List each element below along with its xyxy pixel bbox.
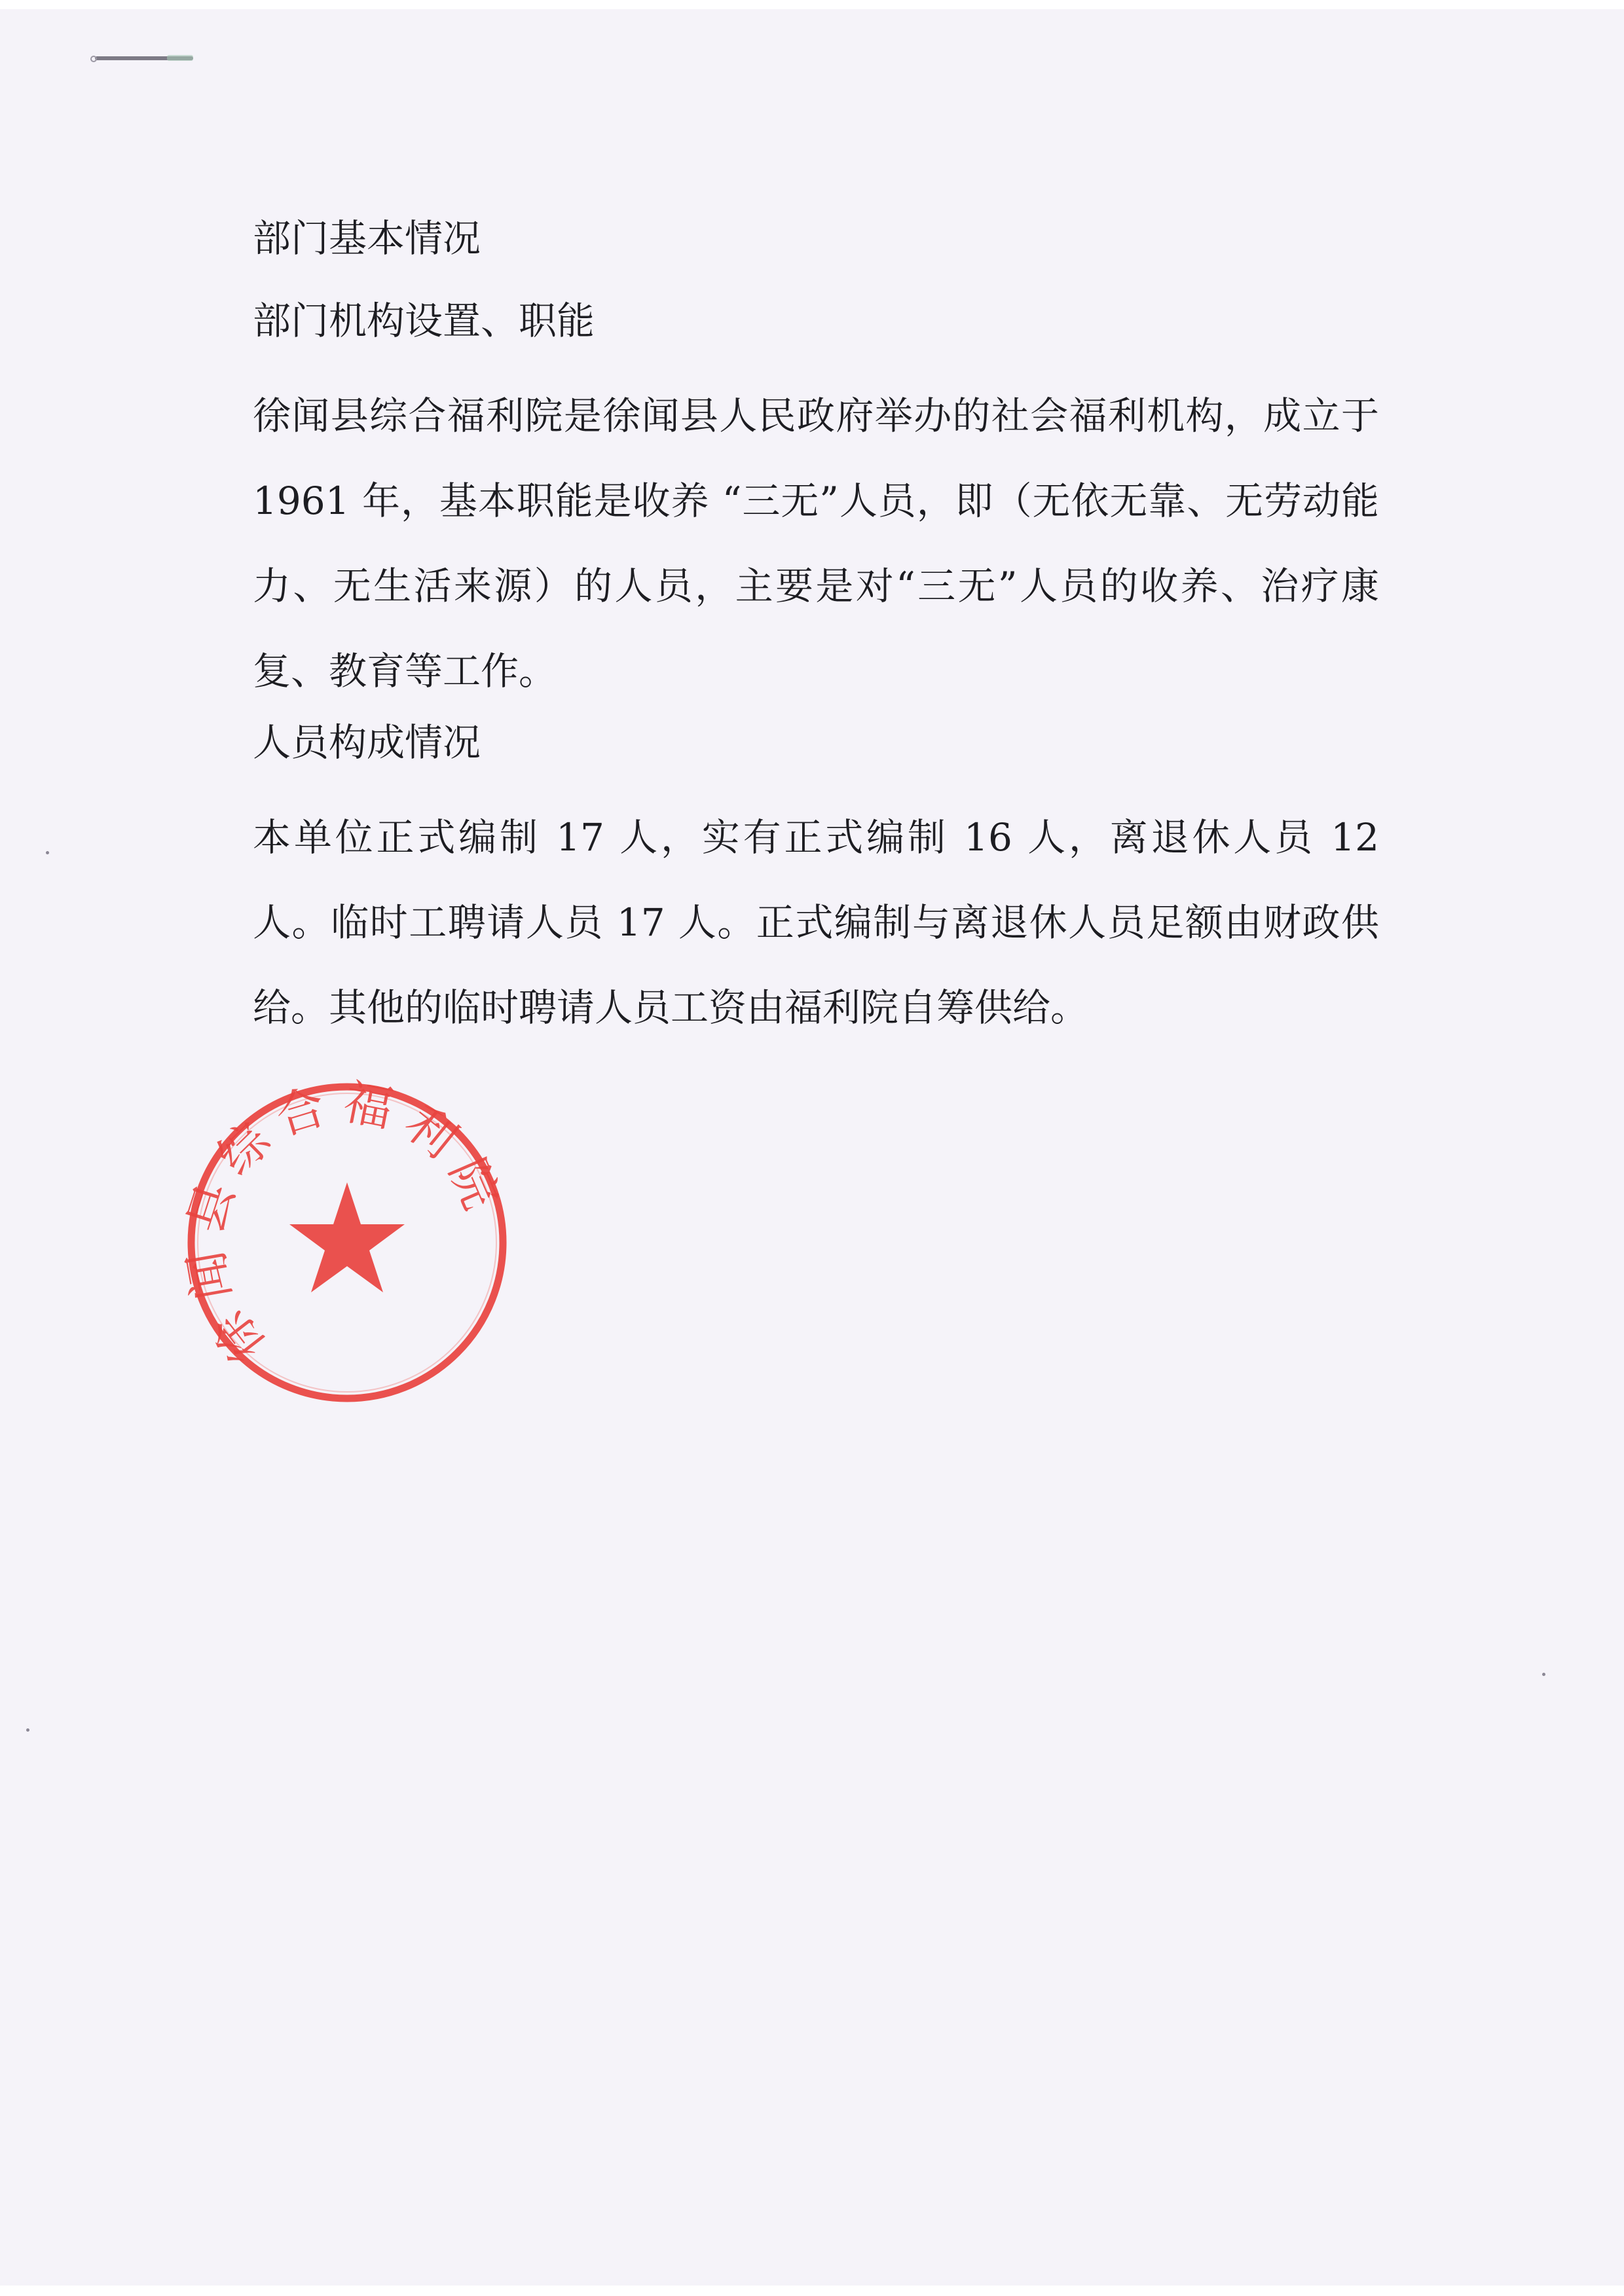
- seal-stamp-icon: [177, 1072, 517, 1413]
- scan-edge-top: [0, 0, 1624, 9]
- scan-speck: [1542, 1673, 1545, 1676]
- staple-mark: [88, 54, 200, 63]
- paragraph-staff: 本单位正式编制 17 人，实有正式编制 16 人，离退休人员 12 人。临时工聘请人员 17 人。正式编制与离退休人员足额由财政供给。其他的临时聘请人员工资由福利院自筹供给。: [253, 815, 1379, 1030]
- scan-speck: [46, 851, 49, 854]
- document-body: [253, 208, 1379, 1050]
- scan-edge-bottom: [0, 2286, 1624, 2296]
- heading-staff-composition: 人员构成情况: [253, 720, 481, 765]
- scan-speck: [26, 1728, 29, 1732]
- heading-department-basic: 部门基本情况: [253, 216, 481, 261]
- seal-text: 徐闻县综合福利院: [177, 1074, 514, 1373]
- paragraph-function: 徐闻县综合福利院是徐闻县人民政府举办的社会福利机构，成立于 1961 年，基本职能是收养 “三无”人员，即（无依无靠、无劳动能力、无生活来源）的人员，主要是对“三无”人员的收养、治疗康复、教育等工作。: [253, 393, 1379, 693]
- official-seal: [177, 1072, 517, 1413]
- heading-department-structure: 部门机构设置、职能: [253, 299, 595, 343]
